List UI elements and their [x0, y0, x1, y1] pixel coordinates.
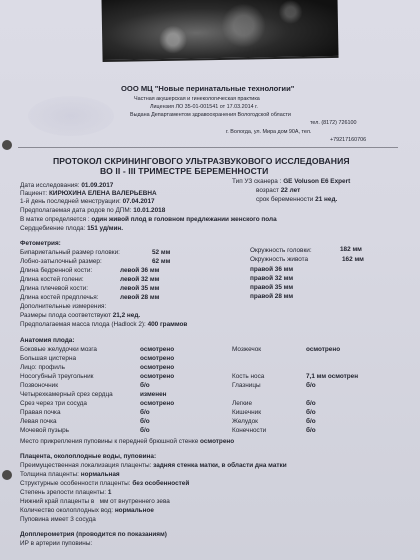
protocol-title: ПРОТОКОЛ СКРИНИНГОВОГО УЛЬТРАЗВУКОВОГО ИССЛЕДОВАНИЯ — [53, 156, 350, 166]
anatomy-value-2: б/о — [306, 400, 316, 407]
anatomy-value: осмотрено — [140, 373, 175, 380]
anatomy-label: Большая цистерна — [20, 355, 77, 362]
phone-2: +79217160706 — [330, 137, 367, 143]
anatomy-value: осмотрено — [140, 346, 175, 353]
anatomy-value: осмотрено — [140, 400, 175, 407]
cord-insertion: Место прикрепления пуповины к передней брюшной стенке осмотрено — [20, 438, 235, 445]
header-divider — [18, 147, 398, 148]
clinic-name: ООО МЦ "Новые перинатальные технологии" — [121, 84, 295, 93]
anatomy-label: Срез через три сосуда — [20, 400, 87, 407]
anatomy-label-2: Легкие — [232, 400, 252, 407]
humerus-label: Длина плечевой кости: — [20, 285, 89, 292]
umbilical-artery-ir: ИР в артерии пуповины: — [20, 540, 93, 547]
placenta-location: Преимущественная локализация плаценты: задняя стенка матки, в области дна матки — [20, 462, 287, 469]
forearm-left: левой 28 мм — [120, 294, 160, 301]
anatomy-label: Лицо: профиль — [20, 364, 65, 371]
protocol-subtitle: ВО II - III ТРИМЕСТРЕ БЕРЕМЕННОСТИ — [100, 166, 269, 176]
doppler-heading: Допплерометрия (проводится по показаниям) — [20, 531, 167, 538]
anatomy-label-2: Кишечник — [232, 409, 261, 416]
patient-name: Пациент: КИРЮХИНА ЕЛЕНА ВАЛЕРЬЕВНА — [20, 190, 157, 197]
anatomy-label: Боковые желудочки мозга — [20, 346, 97, 353]
femur-right: правой 36 мм — [250, 266, 294, 273]
placenta-thickness: Толщина плаценты: нормальная — [20, 471, 120, 478]
anatomy-value: б/о — [140, 382, 150, 389]
amniotic-fluid: Количество околоплодных вод: нормальное — [20, 507, 154, 514]
hc-label: Окружность головки: — [250, 247, 312, 254]
anatomy-heading: Анатомия плода: — [20, 337, 75, 344]
ac-value: 162 мм — [342, 256, 364, 263]
placenta-heading: Плацента, околоплодные воды, пуповина: — [20, 453, 157, 460]
anatomy-value-2: 7,1 мм осмотрен — [306, 373, 359, 380]
phone-1: тел. (8172) 726100 — [310, 120, 357, 126]
anatomy-label-2: Глазницы — [232, 382, 261, 389]
fetometry-heading: Фетометрия: — [20, 240, 61, 247]
anatomy-value: осмотрено — [140, 355, 175, 362]
anatomy-value-2: осмотрено — [306, 346, 341, 353]
anatomy-value-2: б/о — [306, 382, 316, 389]
anatomy-label: Мочевой пузырь — [20, 427, 69, 434]
due-date: Предполагаемая дата родов по ДПМ: 10.01.2018 — [20, 207, 166, 214]
anatomy-label-2: Мозжечок — [232, 346, 262, 353]
anatomy-value-2: б/о — [306, 409, 316, 416]
anatomy-value-2: б/о — [306, 427, 316, 434]
tibia-left: левой 32 мм — [120, 276, 160, 283]
clinic-address: г. Вологда, ул. Мира дом 90А, тел. — [226, 129, 312, 135]
license-issuer: Выдана Департаментом здравоохранения Вологодской области — [130, 112, 291, 118]
tibia-label: Длина костей голени: — [20, 276, 84, 283]
punch-hole — [2, 470, 12, 480]
anatomy-value: б/о — [140, 427, 150, 434]
anatomy-label-2: Желудок — [232, 418, 258, 425]
ofd-label: Лобно-затылочный размер: — [20, 258, 102, 265]
femur-left: левой 36 мм — [120, 267, 160, 274]
umbilical-cord: Пуповина имеет 3 сосуда — [20, 516, 96, 523]
fetal-heart-rate: Сердцебиение плода: 151 уд/мин. — [20, 225, 124, 232]
anatomy-label: Носогубный треугольник — [20, 373, 94, 380]
bpd-label: Бипариетальный размер головки: — [20, 249, 120, 256]
placenta-edge: Нижний край плаценты в мм от внутреннего зева — [20, 498, 170, 505]
anatomy-label-2: Конечности — [232, 427, 267, 434]
anatomy-value-2: б/о — [306, 418, 316, 425]
anatomy-value: б/о — [140, 418, 150, 425]
placenta-structure: Структурные особенности плаценты: без особенностей — [20, 480, 190, 487]
anatomy-value: б/о — [140, 409, 150, 416]
extra-measurements: Дополнительные измерения: — [20, 303, 107, 310]
hc-value: 182 мм — [340, 246, 362, 253]
faint-stamp — [28, 96, 114, 136]
femur-label: Длина бедренной кости: — [20, 267, 93, 274]
anatomy-label-2: Кость носа — [232, 373, 265, 380]
pregnancy-term: срок беременности 21 нед. — [256, 196, 338, 203]
estimated-weight: Предполагаемая масса плода (Hadlock 2): 400 граммов — [20, 321, 188, 328]
uterus-finding: В матке определяется : один живой плод в головном предлежании женского пола — [20, 216, 277, 223]
practice-type: Частная акушерская и гинекологическая практика — [134, 96, 260, 102]
anatomy-value: изменен — [140, 391, 167, 398]
ultrasound-image — [101, 0, 338, 62]
ac-label: Окружность живота — [250, 256, 309, 263]
forearm-right: правой 28 мм — [250, 293, 294, 300]
bpd-value: 52 мм — [152, 249, 171, 256]
ofd-value: 62 мм — [152, 258, 171, 265]
placenta-maturity: Степень зрелости плаценты: 1 — [20, 489, 112, 496]
patient-age: возраст 22 лет — [256, 187, 301, 194]
tibia-right: правой 32 мм — [250, 275, 294, 282]
last-menstruation: 1-й день последней менструации: 07.04.2017 — [20, 198, 155, 205]
anatomy-label: Левая почка — [20, 418, 57, 425]
forearm-label: Длина костей предплечья: — [20, 294, 99, 301]
anatomy-label: Позвоночник — [20, 382, 59, 389]
scanner-type: Тип УЗ сканера : GE Voluson E6 Expert — [232, 178, 351, 185]
size-match: Размеры плода соответствуют 21,2 нед. — [20, 312, 141, 319]
anatomy-label: Правая почка — [20, 409, 61, 416]
license: Лицензия ЛО 35-01-001541 от 17.03.2014 г. — [150, 104, 258, 110]
anatomy-value: осмотрено — [140, 364, 175, 371]
humerus-right: правой 35 мм — [250, 284, 294, 291]
punch-hole — [2, 140, 12, 150]
exam-date: Дата исследования: 01.09.2017 — [20, 182, 114, 189]
humerus-left: левой 35 мм — [120, 285, 160, 292]
anatomy-label: Четырехкамерный срез сердца — [20, 391, 113, 398]
